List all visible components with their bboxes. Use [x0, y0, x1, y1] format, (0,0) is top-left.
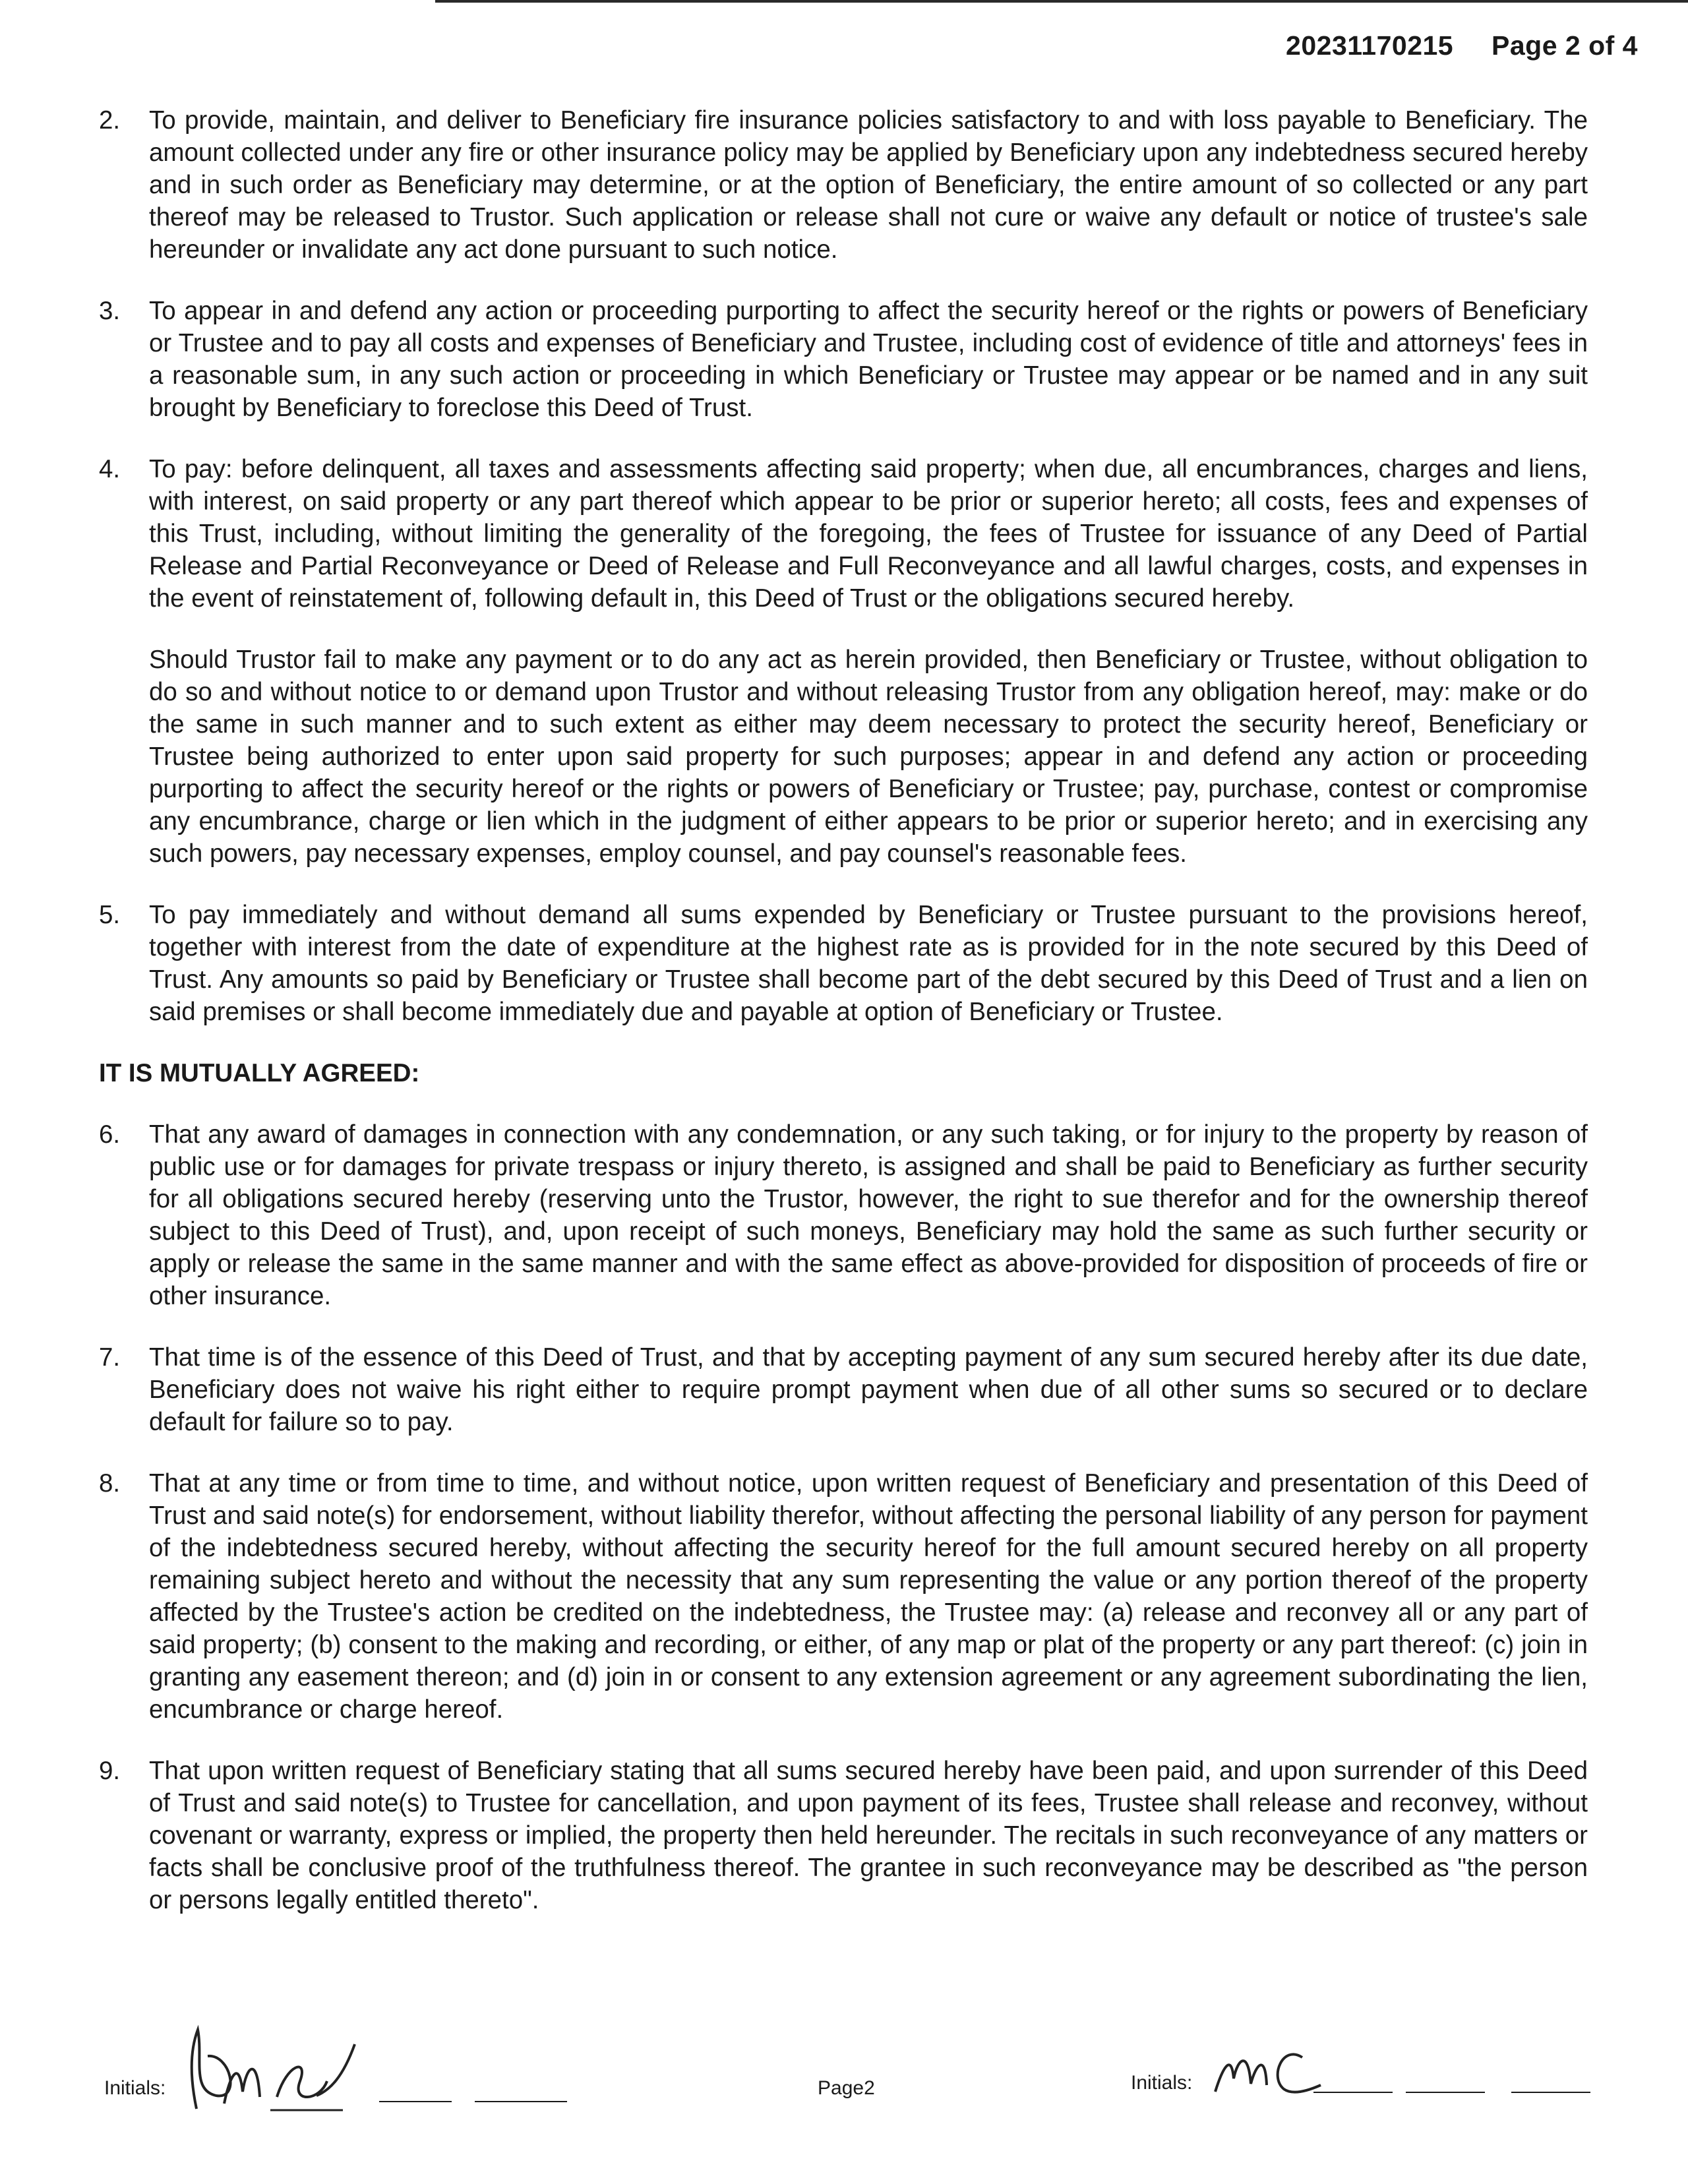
clause-text: That time is of the essence of this Deed of Trust, and that by accepting payment of any sum secured hereby after its due date, Beneficiary does not waive his right either to require prompt payment when due of all other sums so secured or to declare default for failure so to pay.: [149, 1343, 1588, 1436]
clause-text: To pay immediately and without demand all sums expended by Beneficiary or Trustee pursuant to the provisions hereof, together with interest from the date of expenditure at the highest rate as is provided for in the note secured by this Deed of Trust. Any amounts so paid by Beneficiary or Trustee shall become part of the debt secured by this Deed of Trust and a lien on said premises or shall become immediately due and payable at option of Beneficiary or Trustee.: [149, 901, 1588, 1026]
initials-signature-left: [178, 2018, 389, 2117]
clause-3: [99, 295, 1588, 424]
clause-number: 4.: [99, 455, 121, 483]
page-header: [1286, 30, 1638, 61]
clause-number: 6.: [99, 1120, 121, 1149]
clause-number: 5.: [99, 901, 121, 929]
clause-number: 2.: [99, 106, 121, 135]
clause-text: To provide, maintain, and deliver to Beneficiary fire insurance policies satisfactory to and with loss payable to Beneficiary. The amount collected under any fire or other insurance policy may be applied by Beneficiary upon any indebtedness secured hereby and in such order as Beneficiary may determine, or at the option of Beneficiary, the entire amount of so collected or any part thereof may be released to Trustor. Such application or release shall not cure or waive any default or notice of trustee's sale hereunder or invalidate any act done pursuant to such notice.: [149, 106, 1588, 264]
record-number: 20231170215: [1286, 30, 1454, 61]
clause-number: 3.: [99, 297, 121, 325]
top-rule: [435, 0, 1688, 3]
initials-line: [1406, 2092, 1485, 2093]
clause-4: [99, 453, 1588, 615]
initials-right-label: Initials:: [1131, 2072, 1193, 2094]
page-indicator: Page 2 of 4: [1492, 30, 1638, 61]
initials-line: [379, 2101, 452, 2102]
clause-text: To pay: before delinquent, all taxes and assessments affecting said property; when due, all encumbrances, charges and liens, with interest, on said property or any part thereof which appear to be prior or superior hereto; all costs, fees and expenses of this Trust, including, without limiting the generality of the foregoing, the fees of Trustee for issuance of any Deed of Partial Release and Partial Reconveyance or Deed of Release and Full Reconveyance and all lawful charges, costs, and expenses in the event of reinstatement of, following default in, this Deed of Trust or the obligations secured hereby.: [149, 455, 1588, 613]
clause-text: That at any time or from time to time, and without notice, upon written request of Beneficiary and presentation of this Deed of Trust and said note(s) for endorsement, without liability therefor, without affecting the personal liability of any person for payment of the indebtedness secured hereby, without affecting the security hereof for the full amount secured hereby on all property remaining subject hereto and without the necessity that any sum representing the value or any portion thereof of the property affected by the Trustee's action be credited on the indebtedness, the Trustee may: (a) release and reconvey all or any part of said property; (b) consent to the making and recording, or either, of any map or plat of the property or any part thereof: (c) join in granting any easement thereon; and (d) join in or consent to any extension agreement or any agreement subordinating the lien, encumbrance or charge hereof.: [149, 1469, 1588, 1724]
clause-text: That any award of damages in connection with any condemnation, or any such taking, or for injury to the property by reason of public use or for damages for private trespass or injury thereto, is assigned and shall be paid to Beneficiary as further security for all obligations secured hereby (reserving unto the Trustor, however, the right to sue therefor and for the ownership thereof subject to this Deed of Trust), and, upon receipt of such moneys, Beneficiary may hold the same as such further security or apply or release the same in the same manner and with the same effect as above-provided for disposition of proceeds of fire or other insurance.: [149, 1120, 1588, 1310]
clause-number: 8.: [99, 1469, 121, 1498]
clause-text: That upon written request of Beneficiary stating that all sums secured hereby have been paid, and upon surrender of this Deed of Trust and said note(s) to Trustee for cancellation, and upon payment of its fees, Trustee shall release and reconvey, without covenant or warranty, express or implied, the property then held hereunder. The recitals in such reconveyance of any matters or facts shall be conclusive proof of the truthfulness thereof. The grantee in such reconveyance may be described as "the person or persons legally entitled thereto".: [149, 1757, 1588, 1914]
clause-9: [99, 1755, 1588, 1916]
page-footer-label: Page2: [818, 2077, 875, 2099]
clause-8: [99, 1467, 1588, 1726]
clause-6: [99, 1118, 1588, 1312]
clause-text: To appear in and defend any action or proceeding purporting to affect the security hereof or the rights or powers of Beneficiary or Trustee and to pay all costs and expenses of Beneficiary and Trustee, including cost of evidence of title and attorneys' fees in a reasonable sum, in any such action or proceeding in which Beneficiary or Trustee may appear or be named and in any suit brought by Beneficiary to foreclose this Deed of Trust.: [149, 297, 1588, 422]
initials-signature-right: [1210, 2038, 1329, 2104]
clause-5: [99, 899, 1588, 1028]
initials-left-label: Initials:: [104, 2077, 166, 2099]
clause-7: [99, 1341, 1588, 1438]
clause-number: 7.: [99, 1343, 121, 1372]
section-heading: IT IS MUTUALLY AGREED:: [99, 1059, 420, 1087]
initials-line: [1313, 2092, 1393, 2093]
clause-4-continuation: Should Trustor fail to make any payment or to do any act as herein provided, then Beneficiary or Trustee, without obligation to do so and without notice to or demand upon Trustor and without releasing Trustor from any obligation hereof, may: make or do the same in such manner and to such extent as either may deem necessary to protect the security hereof, Beneficiary or Trustee being authorized to enter upon said property for such purposes; appear in and defend any action or proceeding purporting to affect the security hereof or the rights or powers of Beneficiary or Trustee; pay, purchase, contest or compromise any encumbrance, charge or lien which in the judgment of either appears to be prior or superior hereto; and in exercising any such powers, pay necessary expenses, employ counsel, and pay counsel's reasonable fees.: [149, 646, 1588, 868]
clause-number: 9.: [99, 1757, 121, 1785]
initials-line: [1511, 2092, 1590, 2093]
document-body: [99, 104, 1588, 1916]
initials-line: [475, 2101, 567, 2102]
clause-2: [99, 104, 1588, 266]
